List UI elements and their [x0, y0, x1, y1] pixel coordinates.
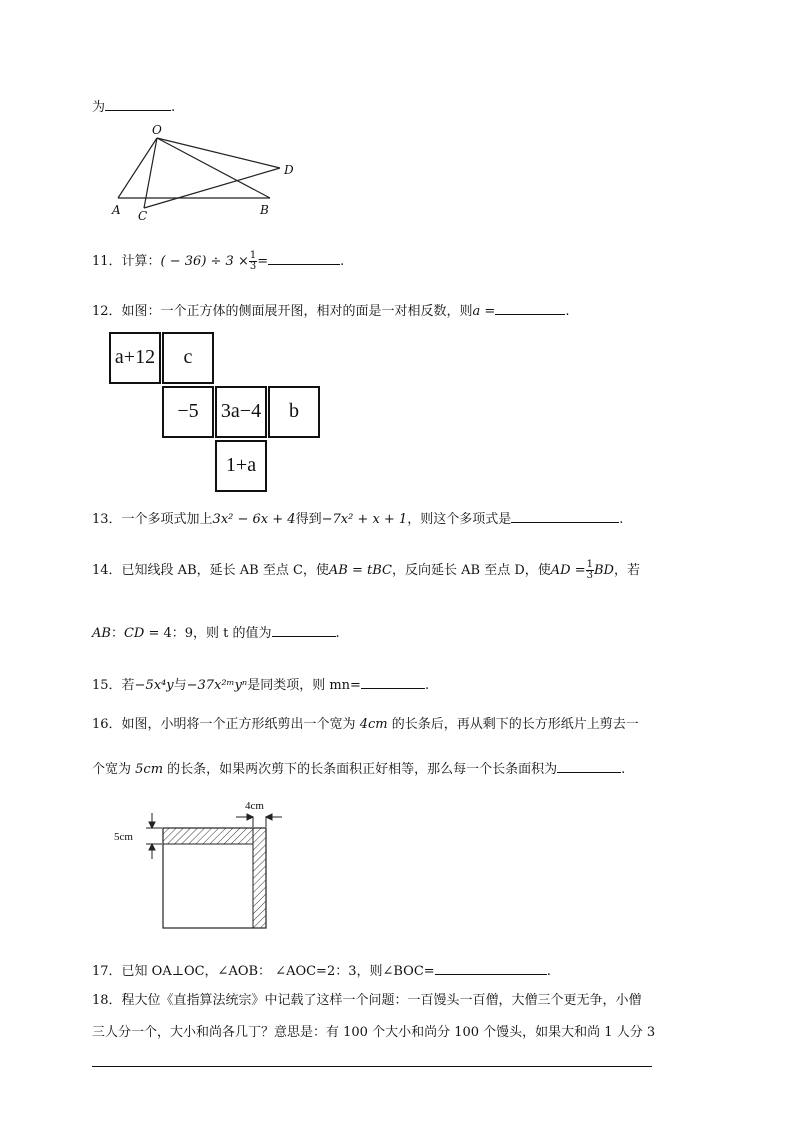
q16-l1: 16．如图，小明将一个正方形纸剪出一个宽为	[92, 717, 360, 732]
q14-post: ，若	[613, 563, 640, 578]
q17	[92, 960, 551, 981]
q13-answer-blank	[511, 508, 619, 523]
q16-w1: 4cm	[359, 717, 388, 732]
q12-answer-blank	[495, 300, 565, 315]
q15	[92, 674, 429, 695]
label-a: A	[112, 203, 121, 217]
q16-l1b: 的长条后，再从剩下的长方形纸片上剪去一	[387, 717, 639, 732]
q16-l2: 个宽为	[92, 762, 136, 777]
q11-period: .	[340, 254, 345, 269]
q15-term1: −5x⁴y	[134, 678, 174, 693]
q11-frac-num: 1	[249, 250, 257, 261]
q11-eq: =	[257, 254, 269, 269]
q17-text: 17．已知 OA⊥OC，∠AOB： ∠AOC=2：3，则∠BOC=	[92, 964, 435, 979]
strip-width-5cm-label: 5cm	[114, 831, 133, 843]
q12-text: 12．如图：一个正方体的侧面展开图，相对的面是一对相反数，则	[92, 304, 473, 319]
q13	[92, 508, 623, 529]
net-cell: b	[268, 386, 320, 438]
q15-post: 是同类项，则 mn=	[247, 678, 361, 693]
q18-line1	[92, 992, 642, 1010]
q14-frac-num: 1	[586, 559, 593, 570]
q11-fraction	[249, 251, 257, 272]
q16-w2: 5cm	[135, 762, 164, 777]
net-cell: 3a−4	[215, 386, 267, 438]
q11-answer-blank	[268, 250, 340, 265]
q15-period: .	[424, 678, 430, 693]
q17-period: .	[546, 964, 551, 979]
label-c: C	[138, 209, 148, 223]
q14-colon: ：	[110, 626, 124, 641]
q14-eq2a: AD =	[550, 563, 586, 578]
q16-line2	[92, 758, 625, 779]
q12-period: .	[565, 304, 570, 319]
net-cell: a+12	[109, 332, 161, 384]
q11-text: 11．计算：	[92, 254, 161, 269]
q13-pre: 13．一个多项式加上	[92, 512, 213, 527]
q15-answer-blank	[361, 674, 425, 689]
strip-width-4cm-label: 4cm	[245, 800, 264, 812]
triangle-figure	[100, 118, 320, 228]
net-cell: c	[162, 332, 214, 384]
q14-ratio-b: CD	[123, 626, 145, 641]
q10-tail	[92, 96, 175, 117]
q18-l2: 三人分一个，大小和尚各几丁？意思是：有 100 个大小和尚分 100 个馒头，如果大和尚 1 人分 3	[92, 1025, 656, 1040]
q18-line2	[92, 1024, 655, 1042]
q14-ratio-text: = 4：9，则 t 的值为	[144, 626, 272, 641]
q18-l1: 18．程大位《直指算法统宗》中记载了这样一个问题：一百馒头一百僧，大僧三个更无争，小僧	[92, 993, 642, 1008]
q12-var: a =	[472, 304, 496, 319]
q14	[92, 560, 640, 581]
q14-ratio-a: AB	[92, 626, 111, 641]
q14-answer-blank	[272, 622, 336, 637]
q14-mid: ，反向延长 AB 至点 D，使	[391, 563, 551, 578]
q13-expr1: 3x² − 6x + 4	[212, 512, 296, 527]
q15-term2: −37x²ᵐyⁿ	[186, 678, 248, 693]
q17-answer-blank	[435, 960, 547, 975]
q15-pre: 15．若	[92, 678, 135, 693]
q13-post: ，则这个多项式是	[407, 512, 512, 527]
q10-tail-text: 为	[92, 100, 106, 115]
label-o: O	[152, 123, 162, 137]
q10-answer-blank	[105, 96, 171, 111]
q14-pre: 14．已知线段 AB，延长 AB 至点 C，使	[92, 563, 329, 578]
q16-line1	[92, 716, 639, 734]
q13-mid: 得到	[295, 512, 322, 527]
square-strip-figure	[110, 795, 300, 935]
q11-expr: ( − 36) ÷ 3 ×	[160, 254, 249, 269]
q14-continued	[92, 622, 340, 643]
label-d: D	[284, 163, 294, 177]
q16-answer-blank	[557, 758, 621, 773]
q14-period: .	[335, 626, 340, 641]
q11-frac-den: 3	[249, 261, 257, 272]
q15-mid: 与	[173, 678, 187, 693]
label-b: B	[260, 203, 269, 217]
q14-eq2b: BD	[593, 563, 614, 578]
q10-period: .	[171, 100, 176, 115]
q13-expr2: −7x² + x + 1	[321, 512, 408, 527]
footer-rule	[92, 1066, 652, 1067]
q14-fraction	[586, 560, 594, 581]
q14-frac-den: 3	[586, 570, 593, 581]
q16-l2b: 的长条，如果两次剪下的长条面积正好相等，那么每一个长条面积为	[163, 762, 558, 777]
q11	[92, 250, 344, 272]
net-cell: 1+a	[215, 440, 267, 492]
q14-eq1: AB = tBC	[328, 563, 392, 578]
q16-period: .	[621, 762, 626, 777]
q13-period: .	[619, 512, 624, 527]
q12	[92, 300, 569, 321]
net-cell: −5	[162, 386, 214, 438]
